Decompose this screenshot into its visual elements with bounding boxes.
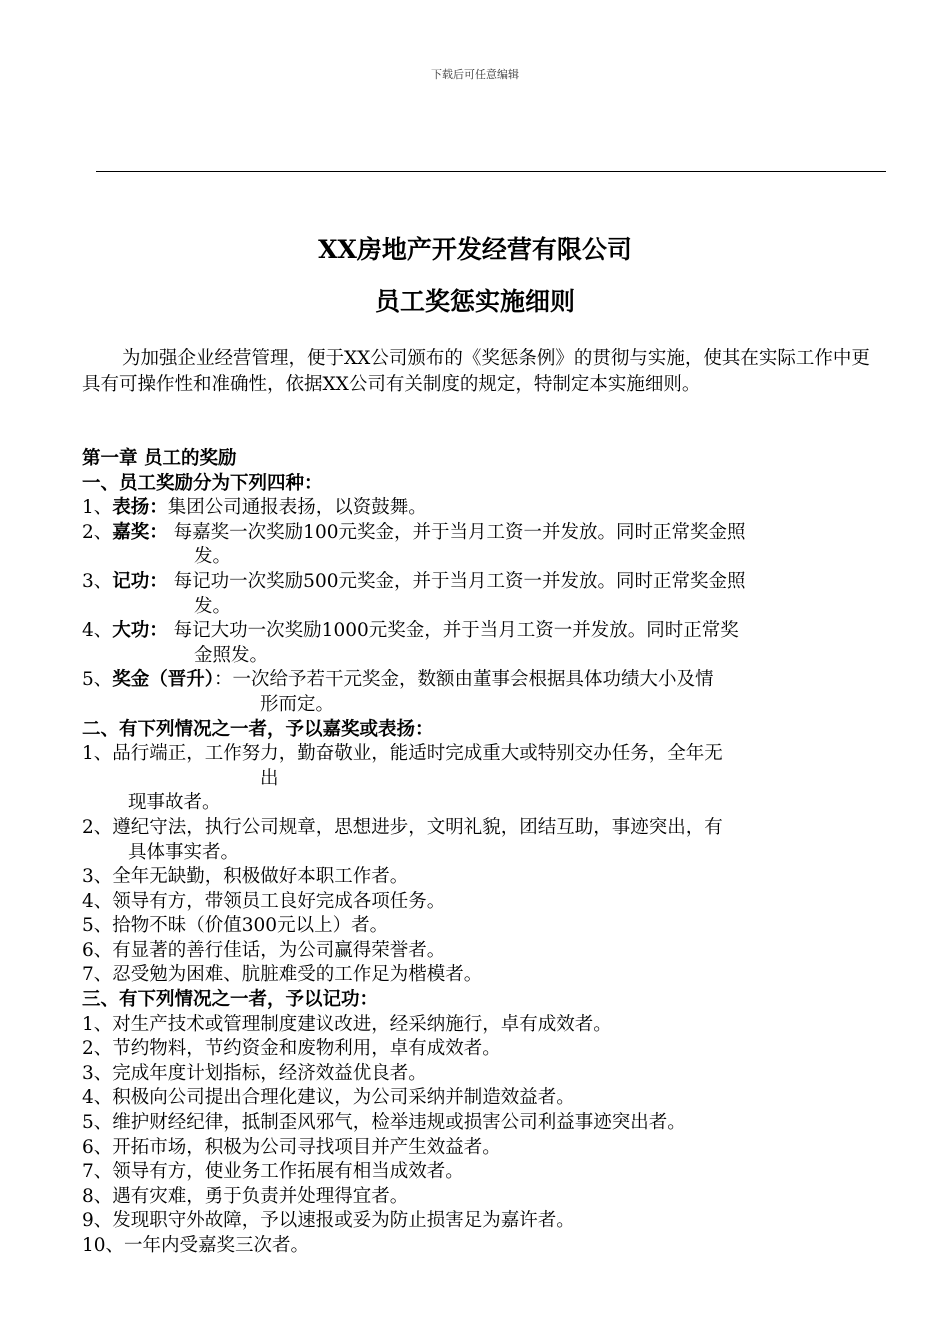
reward-name: 表扬： bbox=[112, 497, 168, 519]
reward-item bbox=[82, 496, 872, 521]
reward-name: 大功： bbox=[112, 620, 168, 642]
list-item: 4、积极向公司提出合理化建议，为公司采纳并制造效益者。 bbox=[82, 1087, 575, 1109]
list-item-continuation: 出 bbox=[260, 767, 279, 789]
reward-number: 2、 bbox=[82, 521, 113, 543]
reward-continuation: 发。 bbox=[194, 546, 232, 568]
list-item: 2、节约物料，节约资金和废物利用，卓有成效者。 bbox=[82, 1038, 501, 1060]
list-item: 7、领导有方，使业务工作拓展有相当成效者。 bbox=[82, 1161, 464, 1183]
section-3-heading: 三、有下列情况之一者，予以记功： bbox=[82, 989, 379, 1011]
list-item: 8、遇有灾难，勇于负责并处理得宜者。 bbox=[82, 1185, 409, 1207]
reward-item bbox=[82, 570, 872, 595]
chapter-1-content bbox=[82, 447, 872, 1259]
list-item: 9、发现职守外故障，予以速报或妥为防止损害足为嘉许者。 bbox=[82, 1210, 575, 1232]
section-2-heading: 二、有下列情况之一者，予以嘉奖或表扬： bbox=[82, 718, 434, 740]
document-title: 员工奖惩实施细则 bbox=[374, 287, 575, 316]
reward-text: 每记功一次奖励500元奖金，并于当月工资一并发放。同时正常奖金照 bbox=[167, 570, 746, 592]
intro-paragraph: 为加强企业经营管理，便于XX公司颁布的《奖惩条例》的贯彻与实施，使其在实际工作中更具有可操作性和准确性，依据XX公司有关制度的规定，特制定本实施细则。 bbox=[82, 348, 870, 395]
reward-text: 每记大功一次奖励1000元奖金，并于当月工资一并发放。同时正常奖 bbox=[167, 620, 739, 642]
header-divider bbox=[96, 171, 886, 172]
list-item: 4、领导有方，带领员工良好完成各项任务。 bbox=[82, 890, 446, 912]
list-item: 5、维护财经纪律，抵制歪风邪气，检举违规或损害公司利益事迹突出者。 bbox=[82, 1112, 686, 1134]
reward-text: 集团公司通报表扬，以资鼓舞。 bbox=[167, 497, 427, 519]
reward-item bbox=[82, 668, 872, 693]
reward-number: 1、 bbox=[82, 497, 113, 519]
reward-item bbox=[82, 619, 872, 644]
list-item-continuation: 具体事实者。 bbox=[128, 841, 240, 863]
reward-item bbox=[82, 521, 872, 546]
list-item: 1、对生产技术或管理制度建议改进，经采纳施行，卓有成效者。 bbox=[82, 1013, 612, 1035]
reward-continuation: 金照发。 bbox=[194, 644, 269, 666]
list-item: 1、品行端正，工作努力，勤奋敬业，能适时完成重大或特别交办任务，全年无 bbox=[82, 743, 723, 765]
reward-number: 4、 bbox=[82, 620, 113, 642]
reward-continuation: 发。 bbox=[194, 595, 232, 617]
company-title: XX房地产开发经营有限公司 bbox=[318, 235, 632, 264]
chapter-heading: 第一章 员工的奖励 bbox=[82, 448, 237, 469]
list-item-continuation: 现事故者。 bbox=[128, 792, 221, 814]
list-item: 5、拾物不昧（价值300元以上）者。 bbox=[82, 915, 389, 937]
header-note: 下载后可任意编辑 bbox=[431, 68, 519, 81]
list-item: 3、全年无缺勤，积极做好本职工作者。 bbox=[82, 866, 409, 888]
list-item: 2、遵纪守法，执行公司规章，思想进步，文明礼貌，团结互助，事迹突出，有 bbox=[82, 816, 723, 838]
reward-name: 嘉奖： bbox=[112, 521, 168, 543]
list-item: 6、有显著的善行佳话，为公司赢得荣誉者。 bbox=[82, 939, 446, 961]
reward-continuation: 形而定。 bbox=[260, 693, 335, 715]
list-item: 7、忍受勉为困难、肮脏难受的工作足为楷模者。 bbox=[82, 964, 483, 986]
list-item: 3、完成年度计划指标，经济效益优良者。 bbox=[82, 1062, 427, 1084]
list-item: 10、一年内受嘉奖三次者。 bbox=[82, 1235, 310, 1256]
section-1-heading: 一、员工奖励分为下列四种： bbox=[82, 472, 323, 494]
reward-text: ：一次给予若干元奖金，数额由董事会根据具体功绩大小及情 bbox=[214, 669, 714, 691]
reward-name: 记功： bbox=[112, 570, 168, 592]
reward-number: 5、 bbox=[82, 669, 113, 691]
reward-name: 奖金（晋升） bbox=[112, 669, 215, 691]
list-item: 6、开拓市场，积极为公司寻找项目并产生效益者。 bbox=[82, 1136, 501, 1158]
reward-text: 每嘉奖一次奖励100元奖金，并于当月工资一并发放。同时正常奖金照 bbox=[167, 521, 746, 543]
reward-number: 3、 bbox=[82, 570, 113, 592]
